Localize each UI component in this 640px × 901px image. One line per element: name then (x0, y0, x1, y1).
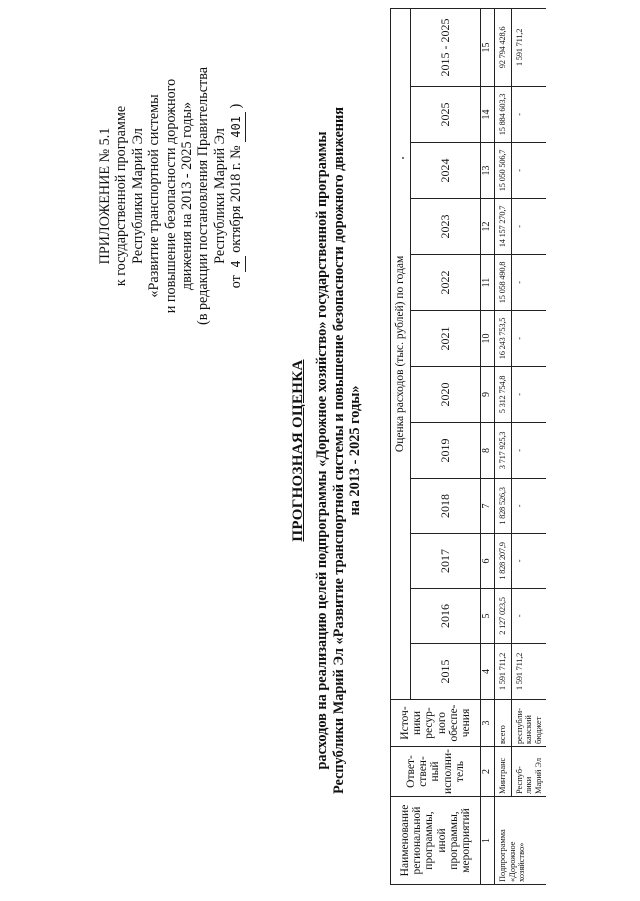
header-text: ники (410, 710, 423, 736)
header-year-2023: 2023 (411, 199, 481, 255)
column-number: 3 (481, 700, 495, 747)
row-value: - (511, 534, 546, 589)
header-program-name (391, 797, 481, 885)
page-subtitle (314, 20, 364, 881)
header-text: обеспе- (447, 704, 460, 742)
column-number: 8 (481, 423, 495, 479)
row-value: 14 157 270,7 (495, 199, 512, 255)
row-value: 15 050 506,7 (495, 143, 512, 199)
header-year-2024: 2024 (411, 143, 481, 199)
header-year-total: 2015 - 2025 (411, 8, 481, 86)
row-value: 1 828 526,3 (495, 479, 512, 534)
header-text: ствен- (417, 756, 430, 787)
column-number: 12 (481, 199, 495, 255)
appendix-line: (в редакции постановления Правительства (195, 66, 212, 326)
row-value: - (511, 199, 546, 255)
appendix-block (97, 46, 246, 346)
row-value: 92 794 428,6 (495, 8, 512, 86)
program-name-line: хозяйство» (517, 842, 527, 882)
row-program-name (495, 797, 547, 885)
source-line: бюджет (533, 716, 543, 744)
header-text: чения (460, 708, 473, 738)
row-value: - (511, 255, 546, 311)
column-number: 4 (481, 644, 495, 700)
header-text: тель (453, 760, 466, 783)
header-text: программы, (447, 811, 460, 870)
column-number: 1 (481, 797, 495, 885)
row-value: - (511, 87, 546, 143)
column-number: 14 (481, 87, 495, 143)
column-number: 5 (481, 589, 495, 644)
header-year-2020: 2020 (411, 367, 481, 423)
row-value: 2 127 023,5 (495, 589, 512, 644)
header-text: ного (435, 711, 448, 735)
row-value: - (511, 423, 546, 479)
header-year-2022: 2022 (411, 255, 481, 311)
row-source-label: всего (495, 700, 512, 747)
row-value: - (511, 143, 546, 199)
row-value: 5 312 754,8 (495, 367, 512, 423)
row-value: 1 591 711,2 (495, 644, 512, 700)
header-year-2015: 2015 (411, 644, 481, 700)
page-title: ПРОГНОЗНАЯ ОЦЕНКА (290, 359, 306, 542)
subtitle-line: расходов на реализацию целей подпрограммы «Дорожное хозяйство» государственной программы (314, 131, 330, 770)
column-number: 7 (481, 479, 495, 534)
header-text: ный (429, 761, 442, 782)
appendix-line: ПРИЛОЖЕНИЕ № 5.1 (97, 127, 113, 265)
column-number: 15 (481, 8, 495, 86)
header-text: Ответ- (404, 755, 417, 788)
forecast-table (390, 8, 546, 885)
header-year-2021: 2021 (411, 311, 481, 367)
subtitle-line: на 2013 - 2025 годы» (347, 385, 363, 516)
header-year-2016: 2016 (411, 589, 481, 644)
executor-line: лики (524, 776, 534, 794)
source-line: канский (524, 715, 534, 744)
program-name-line: Подпрограмма (498, 829, 507, 882)
table-row (511, 8, 546, 884)
row-value: 16 243 753,5 (495, 311, 512, 367)
row-value: 1 828 207,9 (495, 534, 512, 589)
header-text: региональной (410, 806, 423, 875)
header-funding-sources (391, 700, 481, 747)
scan-speck (402, 157, 404, 159)
row-source-label (511, 700, 546, 747)
row-value: 3 717 925,3 (495, 423, 512, 479)
date-rest: октября 2018 г. № (228, 145, 245, 253)
header-year-2017: 2017 (411, 534, 481, 589)
row-value: 15 884 603,3 (495, 87, 512, 143)
header-text: иной (435, 828, 448, 853)
header-text: Источ- (398, 706, 411, 740)
header-expense-estimate-group: Оценка расходов (тыс. рублей) по годам (391, 8, 411, 699)
row-value: 1 591 711,2 (511, 8, 546, 86)
date-day: 4 (228, 256, 245, 271)
header-year-2019: 2019 (411, 423, 481, 479)
row-executor (511, 747, 546, 797)
header-responsible-executor (391, 747, 481, 797)
executor-line: Марий Эл (533, 757, 543, 794)
header-text: Наименование (398, 804, 411, 877)
column-number: 11 (481, 255, 495, 311)
header-year-2025: 2025 (411, 87, 481, 143)
date-close: ) (228, 103, 245, 109)
header-text: программы, (423, 811, 436, 870)
appendix-line: Республики Марий Эл (129, 128, 146, 264)
row-value: 15 058 490,8 (495, 255, 512, 311)
row-value: - (511, 311, 546, 367)
source-line: республи- (514, 708, 524, 744)
column-number: 10 (481, 311, 495, 367)
date-prefix: от (228, 275, 245, 289)
row-value: 1 591 711,2 (511, 644, 546, 700)
table-row (495, 8, 512, 884)
subtitle-line: Республики Марий Эл «Развитие транспортной системы и повышение безопасности дорожного движения (330, 107, 347, 794)
column-number: 9 (481, 367, 495, 423)
appendix-date-line (228, 46, 245, 346)
column-number: 2 (481, 747, 495, 797)
header-text: исполни- (441, 749, 454, 794)
row-value: - (511, 589, 546, 644)
column-number: 6 (481, 534, 495, 589)
appendix-line: и повышение безопасности дорожного (162, 78, 179, 314)
program-name-line: «Дорожное (507, 841, 517, 882)
header-text: мероприятий (460, 808, 473, 873)
row-value: - (511, 479, 546, 534)
appendix-line: «Развитие транспортной системы (146, 94, 163, 298)
header-year-2018: 2018 (411, 479, 481, 534)
row-value: - (511, 367, 546, 423)
header-text: ресур- (423, 707, 436, 739)
row-executor: Минтранс (495, 747, 512, 797)
appendix-line: Республики Марий Эл (211, 128, 228, 264)
column-number: 13 (481, 143, 495, 199)
decree-number: 401 (228, 112, 245, 142)
executor-line: Респуб- (514, 766, 524, 794)
appendix-line: к государственной программе (113, 105, 130, 287)
appendix-line: движения на 2013 - 2025 годы» (179, 101, 196, 291)
